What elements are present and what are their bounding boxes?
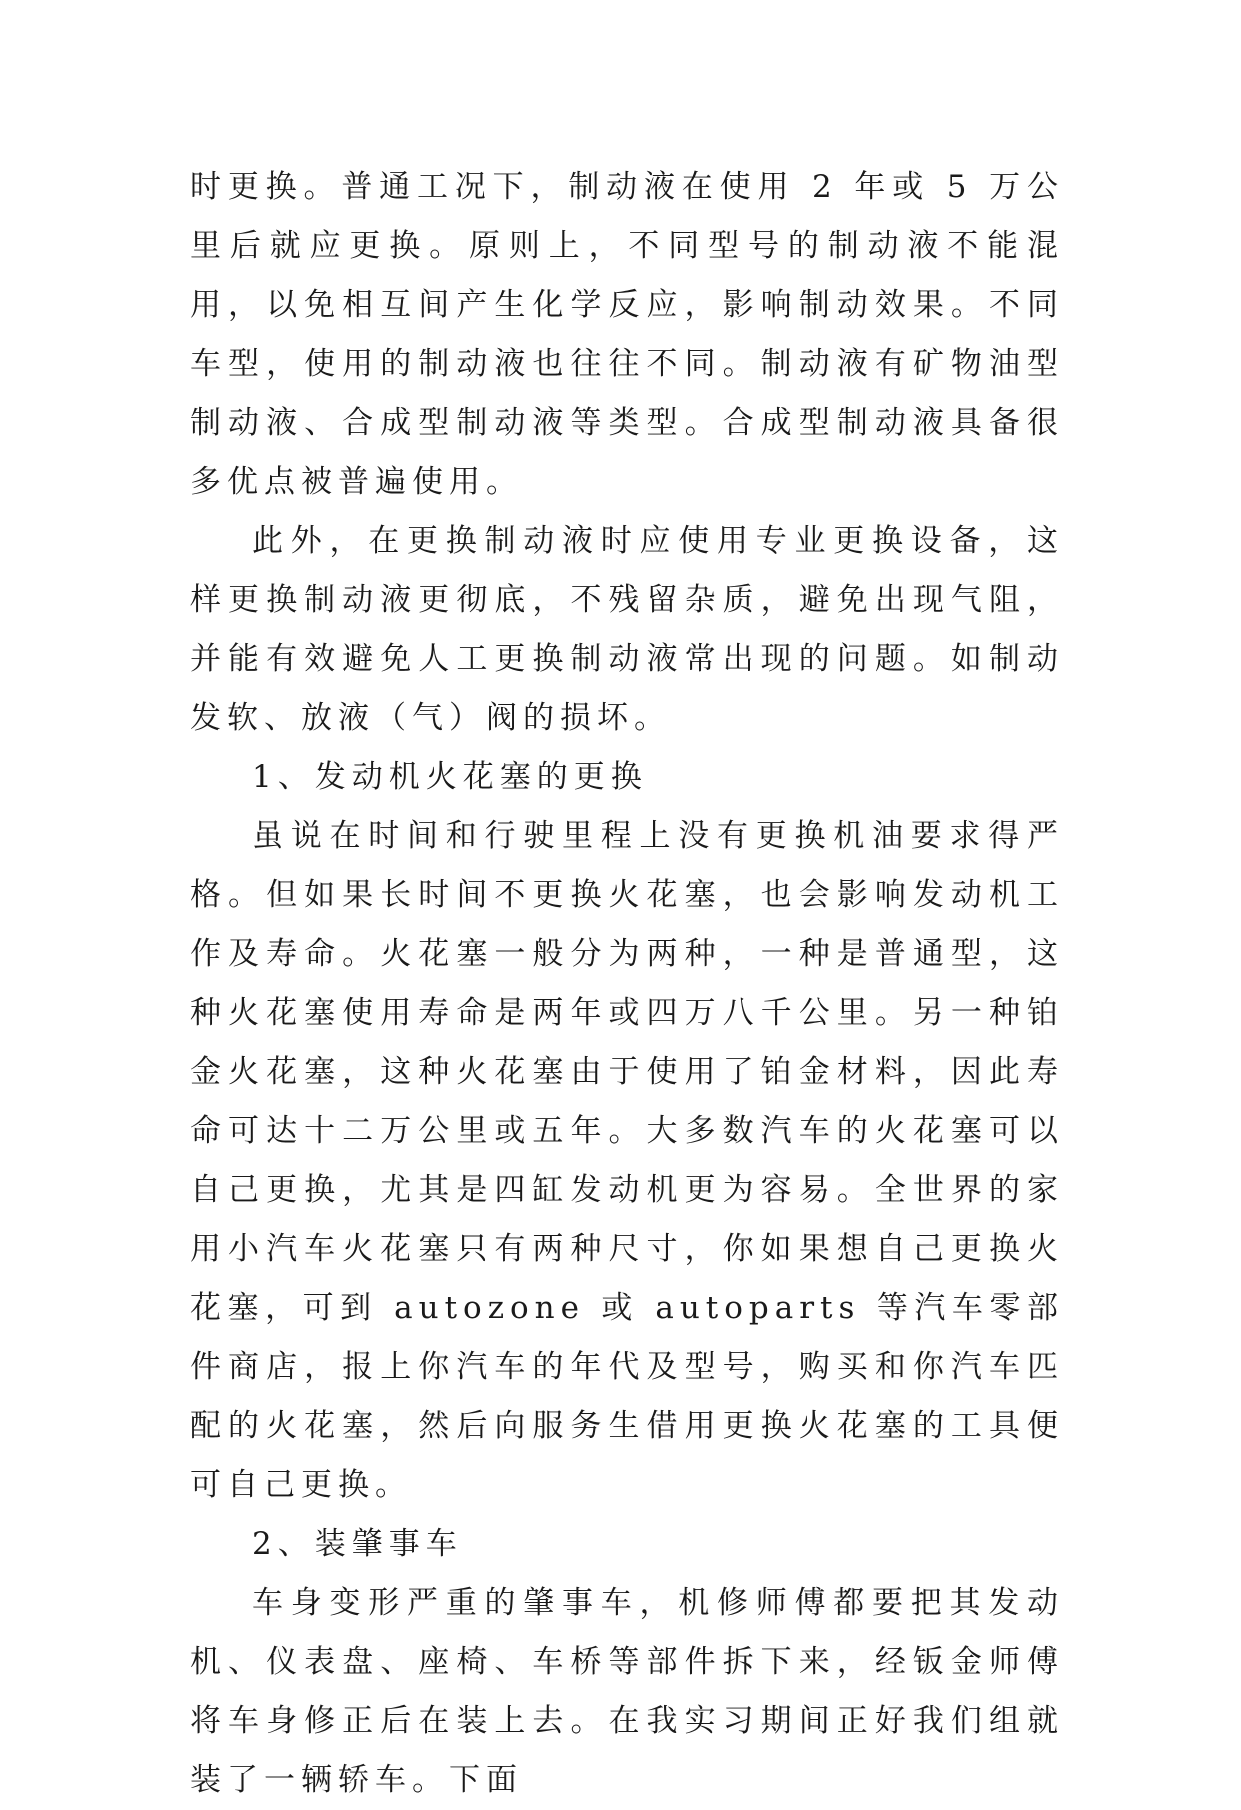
paragraph-brake-fluid: 时更换。普通工况下，制动液在使用 2 年或 5 万公里后就应更换。原则上，不同型号的制动液不能混用，以免相互间产生化学反应，影响制动效果。不同车型，使用的制动液也往往不同。制动液有矿物油型制动液、合成型制动液等类型。合成型制动液具备很多优点被普遍使用。 [190,169,1064,500]
paragraph-spark-plug: 虽说在时间和行驶里程上没有更换机油要求得严格。但如果长时间不更换火花塞，也会影响发动机工作及寿命。火花塞一般分为两种，一种是普通型，这种火花塞使用寿命是两年或四万八千公里。另一种铂金火花塞，这种火花塞由于使用了铂金材料，因此寿命可达十二万公里或五年。大多数汽车的火花塞可以自己更换，尤其是四缸发动机更为容易。全世界的家用小汽车火花塞只有两种尺寸，你如果想自己更换火花塞，可到 autozone 或 autoparts 等汽车零部件商店，报上你汽车的年代及型号，购买和你汽车匹配的火花塞，然后向服务生借用更换火花塞的工具便可自己更换。 [190,818,1064,1503]
document-page [190,158,1064,1810]
section-heading-spark-plug: 1、发动机火花塞的更换 [252,759,648,795]
section-heading-accident-car: 2、装肇事车 [252,1526,463,1562]
paragraph-replacement-equipment: 此外，在更换制动液时应使用专业更换设备，这样更换制动液更彻底，不残留杂质，避免出现气阻，并能有效避免人工更换制动液常出现的问题。如制动发软、放液（气）阀的损坏。 [190,523,1064,736]
paragraph-accident-car: 车身变形严重的肇事车，机修师傅都要把其发动机、仪表盘、座椅、车桥等部件拆下来，经钣金师傅将车身修正后在装上去。在我实习期间正好我们组就装了一辆轿车。下面 [190,1585,1064,1798]
